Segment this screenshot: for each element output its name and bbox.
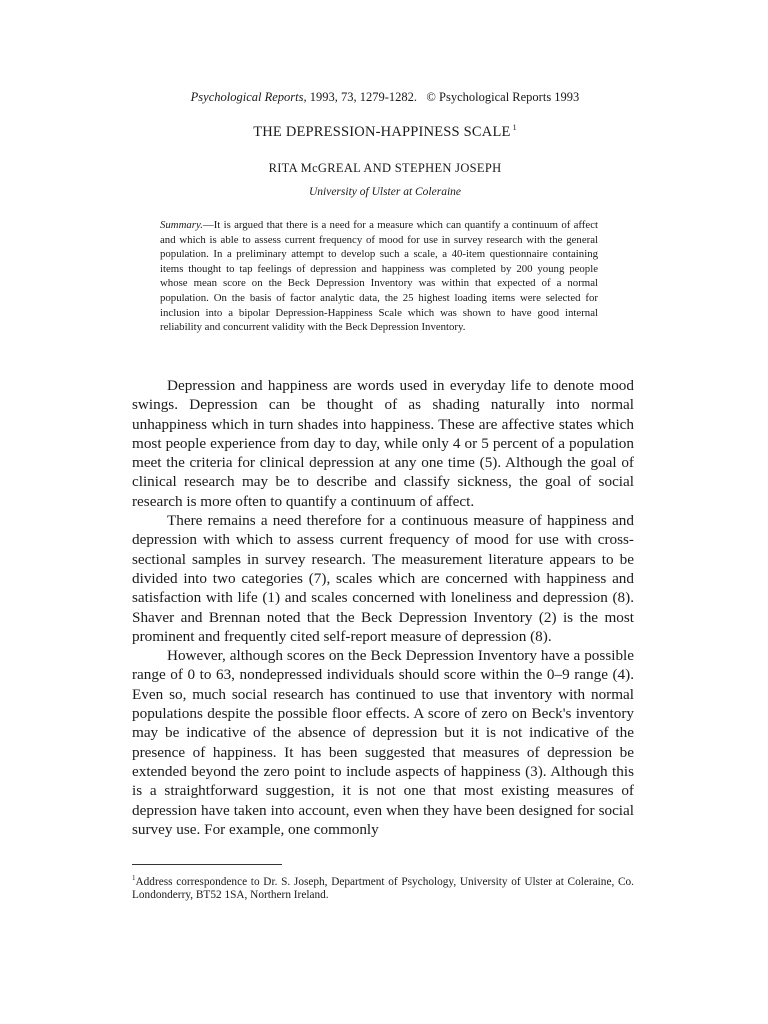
title-footnote-mark: 1: [512, 123, 517, 132]
journal-citation-line: [150, 89, 620, 105]
footnote: [132, 872, 634, 903]
body-paragraph-3: However, although scores on the Beck Depression Inventory have a possible range of 0 to 63, nondepressed individuals should score within the 0–9 range (4). Even so, much social research has continued to use that inventory with normal populations despite the possible floor effects. A score of zero on Beck's inventory may be indicative of the absence of depression but it is not indicative of the presence of happiness. It has been suggested that measures of depression be extended beyond the zero point to include aspects of happiness (3). Although this is a straightforward suggestion, it is not one that most existing measures of depression have taken into account, even when they have been designed for social survey use. For example, one commonly: [132, 647, 634, 838]
body-paragraph-1: Depression and happiness are words used in everyday life to denote mood swings. Depression can be thought of as shading naturally into normal unhappiness which in turn shades into happiness. These are affective states which most people experience from day to day, while only 4 or 5 percent of a population meet the criteria for clinical depression at any one time (5). Although the goal of clinical research may be to describe and classify sickness, the goal of social research is more often to quantify a continuum of affect.: [132, 377, 634, 510]
summary-label: Summary.: [160, 219, 203, 231]
summary-text: —It is argued that there is a need for a measure which can quantify a continuum of affect and which is able to assess current frequency of mood for use in survey research with the general population. In a preliminary attempt to develop such a scale, a 40-item questionnaire containing items thought to tap feelings of depression and happiness was completed by 200 young people whose mean score on the Beck Depression Inventory was within that expected of a normal population. On the basis of factor analytic data, the 25 highest loading items were selected for inclusion into a bipolar Depression-Happiness Scale which was shown to have good internal reliability and concurrent validity with the Beck Depression Inventory.: [160, 219, 598, 334]
article-title-text: THE DEPRESSION-HAPPINESS SCALE: [253, 123, 511, 140]
copyright-notice: © Psychological Reports 1993: [426, 90, 580, 104]
journal-name: Psychological Reports,: [190, 90, 307, 104]
footnote-mark: 1: [132, 874, 136, 882]
body-text: [132, 376, 634, 839]
citation-details: 1993, 73, 1279-1282.: [306, 90, 418, 104]
abstract-summary: [160, 218, 598, 335]
article-authors: RITA McGREAL AND STEPHEN JOSEPH: [268, 161, 502, 175]
footnote-divider: [132, 864, 282, 865]
article-title: [150, 123, 620, 141]
footnote-text: Address correspondence to Dr. S. Joseph, Department of Psychology, University of Ulster at Coleraine, Co. Londonderry, BT52 1SA, Northern Ireland.: [132, 875, 634, 902]
body-paragraph-2: There remains a need therefore for a continuous measure of happiness and depression with which to assess current frequency of mood for use with cross-sectional samples in survey research. The measurement literature appears to be divided into two categories (7), scales which are concerned with happiness and satisfaction with life (1) and scales concerned with loneliness and depression (8). Shaver and Brennan noted that the Beck Depression Inventory (2) is the most prominent and frequently cited self-report measure of depression (8).: [132, 512, 634, 645]
author-affiliation: University of Ulster at Coleraine: [308, 186, 462, 198]
